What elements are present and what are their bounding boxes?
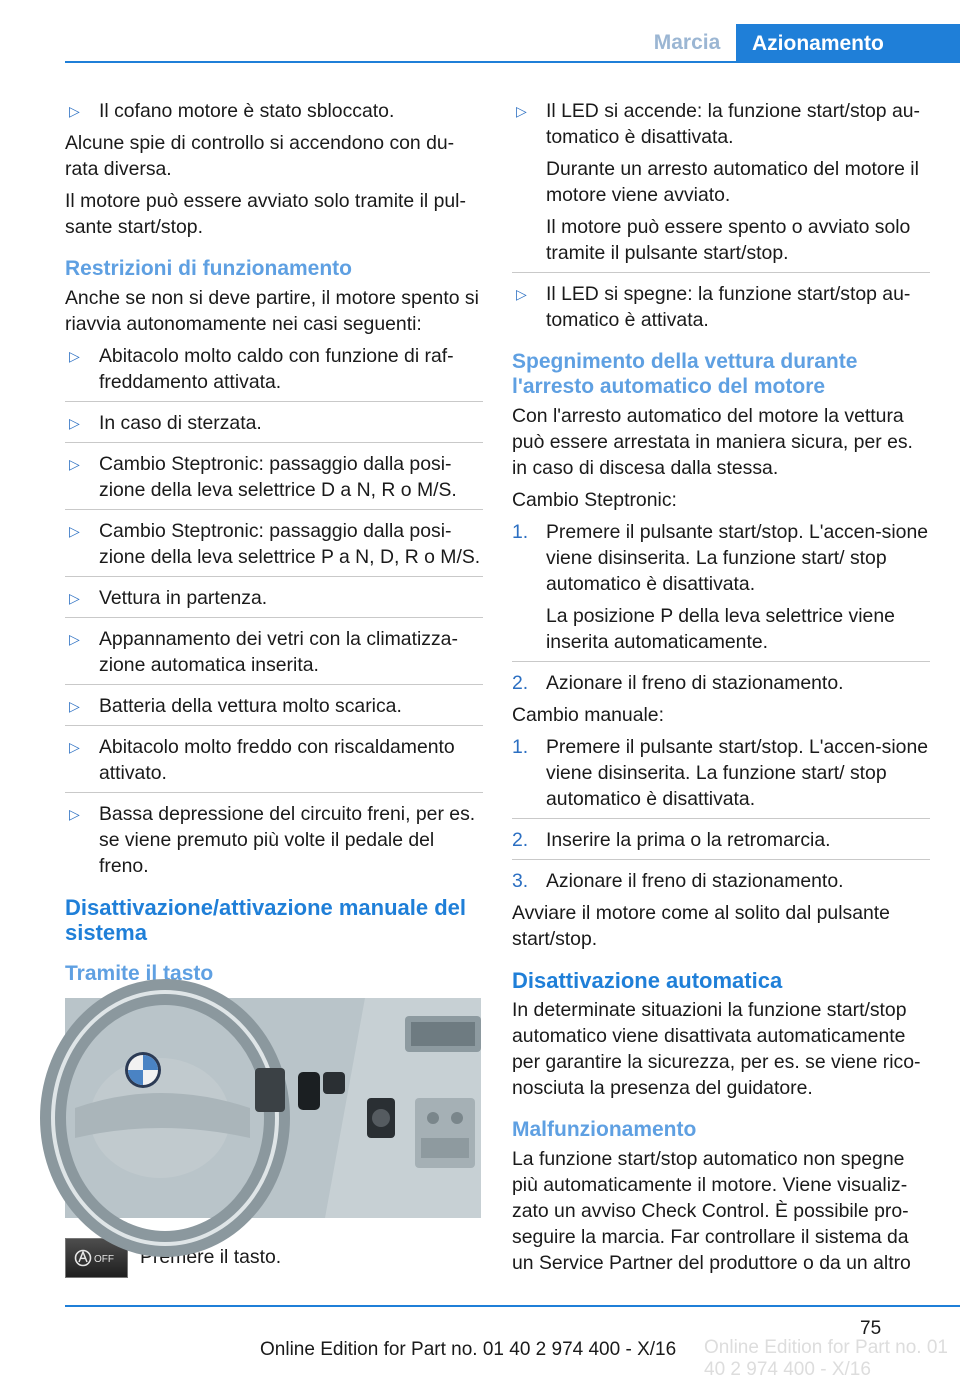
- triangle-bullet-icon: ▷: [516, 103, 527, 119]
- triangle-bullet-icon: ▷: [69, 456, 80, 472]
- list-item: ▷ Appannamento dei vetri con la climatizza-zione automatica inserita.: [65, 626, 483, 678]
- page-number: 75: [860, 1318, 882, 1339]
- divider: [65, 617, 483, 618]
- paragraph: La funzione start/stop automatico non spegne più automaticamente il motore. Viene visualiz-zato un avviso Check Control. È possibile pro-seguire la marcia. Far controllare il sistema da un Service Partner del produttore o da un altro: [512, 1148, 911, 1274]
- list-item: ▷ Il cofano motore è stato sbloccato.: [65, 98, 483, 124]
- list-item: ▷ Vettura in partenza.: [65, 585, 483, 611]
- divider: [65, 725, 483, 726]
- triangle-bullet-icon: ▷: [69, 631, 80, 647]
- press-button-caption: Premere il tasto.: [140, 1246, 282, 1268]
- heading-via-button: Tramite il tasto: [65, 962, 214, 985]
- list-item: ▷ Cambio Steptronic: passaggio dalla posi-zione della leva selettrice P a N, D, R o M/S.: [65, 518, 483, 570]
- paragraph: Cambio Steptronic:: [512, 489, 677, 511]
- heading-switch-off-vehicle: Spegnimento della vettura durante l'arresto automatico del motore: [512, 350, 858, 398]
- heading-restrictions: Restrizioni di funzionamento: [65, 257, 352, 280]
- divider: [65, 792, 483, 793]
- divider: [512, 818, 930, 819]
- auto-off-icon: [73, 1247, 121, 1269]
- list-item: ▷ Il LED si spegne: la funzione start/stop au-tomatico è attivata.: [512, 281, 930, 333]
- triangle-bullet-icon: ▷: [69, 698, 80, 714]
- triangle-bullet-icon: ▷: [69, 806, 80, 822]
- paragraph: Il motore può essere avviato solo tramite il pul-sante start/stop.: [65, 190, 466, 238]
- steering-wheel-illustration: [65, 998, 481, 1218]
- heading-malfunction: Malfunzionamento: [512, 1118, 697, 1141]
- paragraph: Cambio manuale:: [512, 704, 664, 726]
- divider: [65, 509, 483, 510]
- triangle-bullet-icon: ▷: [69, 590, 80, 606]
- divider: [65, 684, 483, 685]
- list-item: ▷ Cambio Steptronic: passaggio dalla posi-zione della leva selettrice D a N, R o M/S.: [65, 451, 483, 503]
- paragraph: In determinate situazioni la funzione start/stop automatico viene disattivata automaticamente per garantire la sicurezza, per es. se viene rico-nosciuta la presenza del guidatore.: [512, 999, 921, 1099]
- list-item: ▷ Batteria della vettura molto scarica.: [65, 693, 483, 719]
- list-item: 2. Azionare il freno di stazionamento.: [512, 672, 844, 694]
- edition-note: Online Edition for Part no. 01 40 2 974 400 - X/16: [260, 1339, 677, 1360]
- divider: [512, 859, 930, 860]
- triangle-bullet-icon: ▷: [69, 523, 80, 539]
- paragraph: Avviare il motore come al solito dal pulsante start/stop.: [512, 902, 890, 950]
- header-section: Marcia: [653, 30, 721, 54]
- divider: [65, 401, 483, 402]
- footer-rule: [65, 1305, 960, 1307]
- divider: [512, 272, 930, 273]
- paragraph: Anche se non si deve partire, il motore spento si riavvia autonomamente nei casi seguenti:: [65, 287, 479, 335]
- header-chapter-tab: Azionamento: [736, 24, 960, 63]
- svg-text:OFF: OFF: [93, 1254, 114, 1265]
- paragraph: Alcune spie di controllo si accendono con du-rata diversa.: [65, 132, 455, 180]
- list-item: ▷ Abitacolo molto freddo con riscaldamento attivato.: [65, 734, 483, 786]
- triangle-bullet-icon: ▷: [516, 286, 527, 302]
- divider: [65, 576, 483, 577]
- triangle-bullet-icon: ▷: [69, 103, 80, 119]
- list-item: ▷ Abitacolo molto caldo con funzione di raf-freddamento attivata.: [65, 343, 483, 395]
- triangle-bullet-icon: ▷: [69, 348, 80, 364]
- divider: [65, 442, 483, 443]
- dashboard-photo: [65, 998, 481, 1218]
- right-column: [512, 98, 930, 1282]
- triangle-bullet-icon: ▷: [69, 415, 80, 431]
- list-item: 1. Premere il pulsante start/stop. L'accen-sione viene disinserita. La funzione start/ stop automatico è disattivata. La posizione P della leva selettrice viene inserita automaticamente.: [512, 521, 929, 653]
- list-item: 2. Inserire la prima o la retromarcia.: [512, 829, 831, 851]
- list-item: 3. Azionare il freno di stazionamento.: [512, 870, 844, 892]
- left-column: [65, 98, 483, 1278]
- heading-manual-deactivation: Disattivazione/attivazione manuale del sistema: [65, 895, 467, 945]
- divider: [512, 661, 930, 662]
- watermark: Online Edition for Part no. 01 40 2 974 400 - X/16: [704, 1337, 948, 1380]
- list-item: 1. Premere il pulsante start/stop. L'accen-sione viene disinserita. La funzione start/ stop automatico è disattivata.: [512, 736, 929, 810]
- list-item: ▷ Bassa depressione del circuito freni, per es. se viene premuto più volte il pedale del freno.: [65, 801, 483, 879]
- list-item: ▷ In caso di sterzata.: [65, 410, 483, 436]
- paragraph: Con l'arresto automatico del motore la vettura può essere arrestata in maniera sicura, per es. in caso di discesa dalla stessa.: [512, 405, 913, 479]
- heading-automatic-deactivation: Disattivazione automatica: [512, 968, 783, 993]
- list-item: ▷ Il LED si accende: la funzione start/stop au-tomatico è disattivata. Durante un arresto automatico del motore il motore viene avviato. Il motore può essere spento o avviato solo tramite il pulsante start/stop.: [512, 98, 930, 266]
- triangle-bullet-icon: ▷: [69, 739, 80, 755]
